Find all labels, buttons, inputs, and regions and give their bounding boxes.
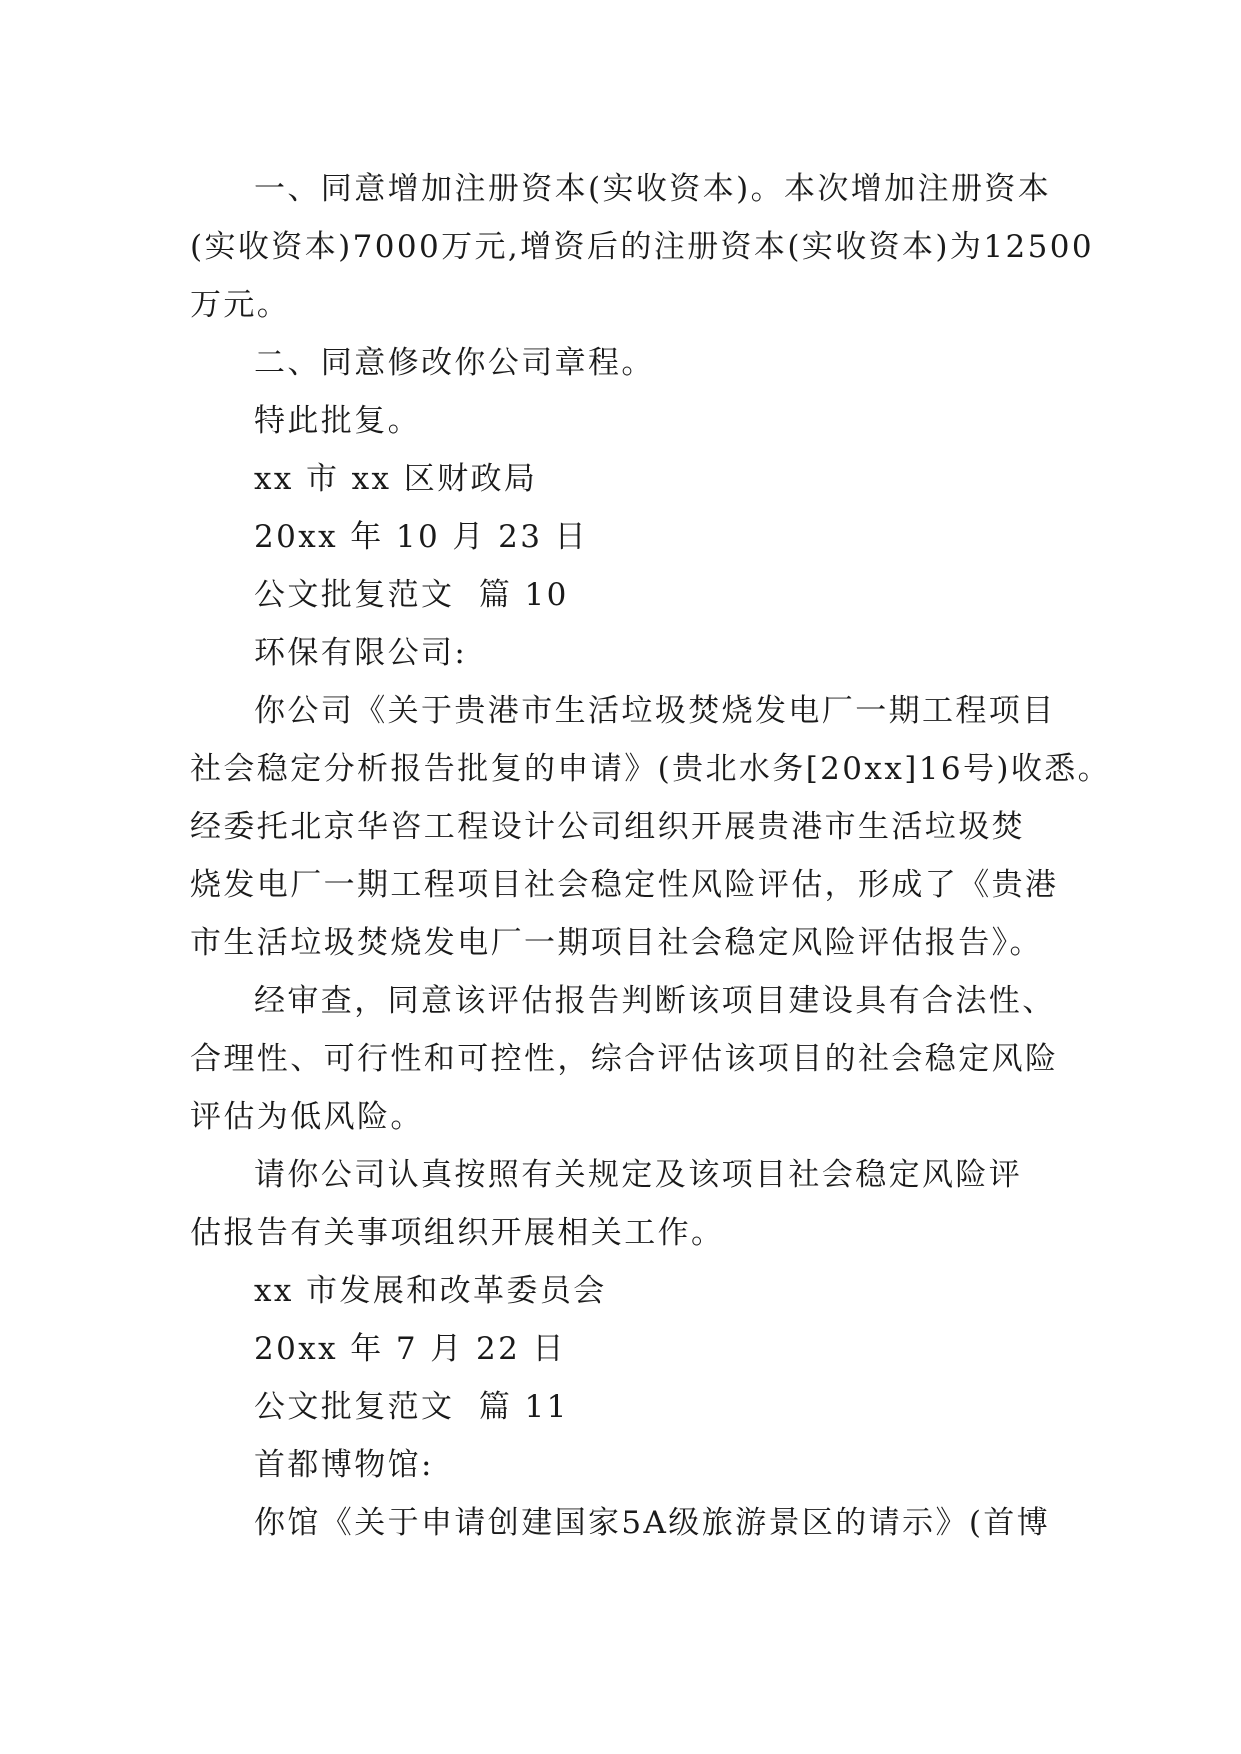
text-line: 烧发电厂一期工程项目社会稳定性风险评估，形成了《贵港 (190, 867, 1059, 903)
text-line: 合理性、可行性和可控性，综合评估该项目的社会稳定风险 (190, 1041, 1059, 1077)
text-line: 估报告有关事项组织开展相关工作。 (190, 1215, 725, 1251)
date-line: 20xx 年 7 月 22 日 (254, 1331, 566, 1367)
signature-line: xx 市 xx 区财政局 (254, 461, 538, 497)
text-line: 你馆《关于申请创建国家5A级旅游景区的请示》(首博 (254, 1505, 1051, 1541)
text-line: 市生活垃圾焚烧发电厂一期项目社会稳定风险评估报告》。 (190, 925, 1043, 961)
text-line: 二、同意修改你公司章程。 (254, 345, 655, 381)
date-line: 20xx 年 10 月 23 日 (254, 519, 588, 555)
document-body (190, 160, 1112, 1552)
addressee-line: 首都博物馆: (254, 1447, 434, 1483)
text-line: 万元。 (190, 287, 291, 323)
text-line: 评估为低风险。 (190, 1099, 424, 1135)
text-line: 一、同意增加注册资本(实收资本)。本次增加注册资本 (254, 171, 1052, 207)
addressee-line: 环保有限公司: (254, 635, 468, 671)
text-line: 你公司《关于贵港市生活垃圾焚烧发电厂一期工程项目 (254, 693, 1056, 729)
text-line: 特此批复。 (254, 403, 421, 439)
signature-line: xx 市发展和改革委员会 (254, 1273, 607, 1309)
text-line: (实收资本)7000万元,增资后的注册资本(实收资本)为12500 (190, 229, 1094, 265)
section-heading: 公文批复范文 篇 11 (254, 1389, 569, 1425)
section-heading: 公文批复范文 篇 10 (254, 577, 569, 613)
text-line: 请你公司认真按照有关规定及该项目社会稳定风险评 (254, 1157, 1023, 1193)
text-line: 社会稳定分析报告批复的申请》(贵北水务[20xx]16号)收悉。 (190, 751, 1112, 787)
text-line: 经委托北京华咨工程设计公司组织开展贵港市生活垃圾焚 (190, 809, 1025, 845)
text-line: 经审查，同意该评估报告判断该项目建设具有合法性、 (254, 983, 1056, 1019)
